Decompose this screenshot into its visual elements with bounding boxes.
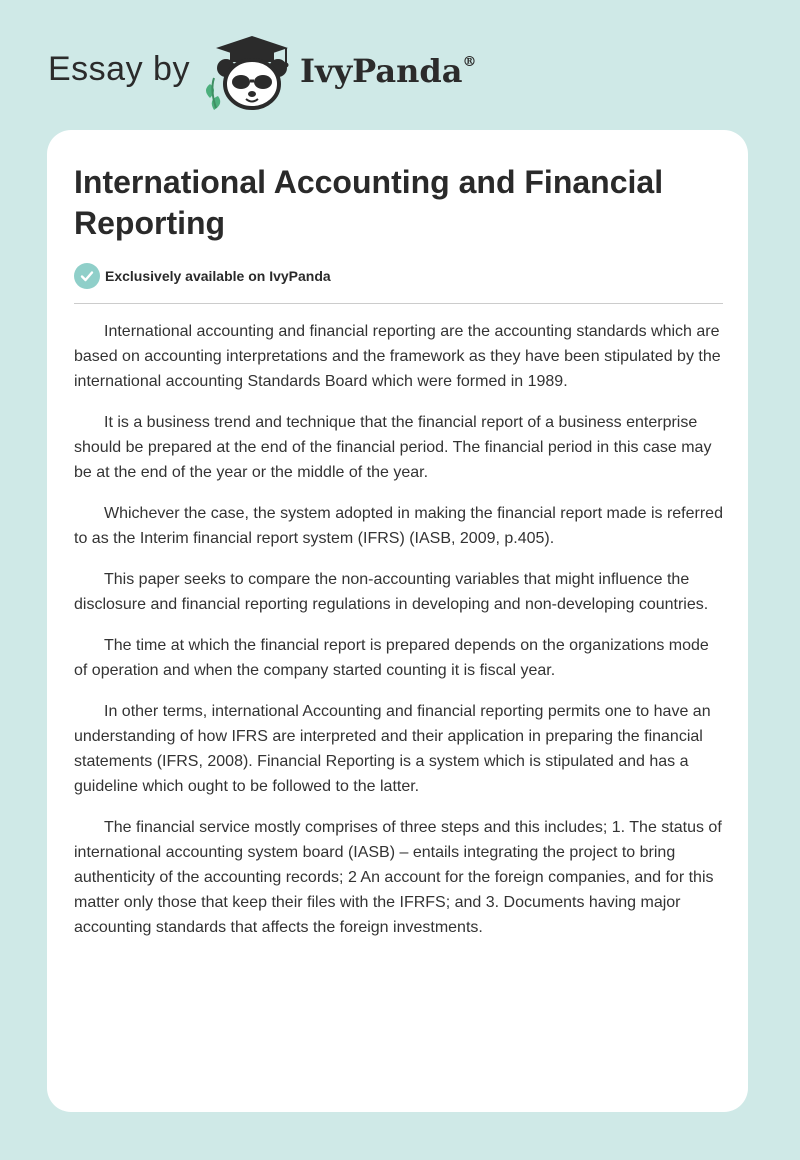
paragraph: The financial service mostly comprises of three steps and this includes; 1. The status of international accounting system board (IASB) – entails integrating the project to bring authenticity of the accounting records; 2 An account for the foreign companies, and for this matter only those that keep their files with the IFRFS; and 3. Documents having major accounting standards that affects the foreign investments. <box>74 819 722 936</box>
essay-title: International Accounting and Financial Reporting <box>74 164 664 241</box>
exclusive-badge <box>74 263 331 289</box>
paragraph: Whichever the case, the system adopted in making the financial report made is referred to as the Interim financial report system (IFRS) (IASB, 2009, p.405). <box>74 505 723 547</box>
paragraph: International accounting and financial reporting are the accounting standards which are based on accounting interpretations and the framework as they have been stipulated by the international accounting Standards Board which were formed in 1989. <box>74 323 721 390</box>
site-header <box>48 34 528 114</box>
paragraph: The time at which the financial report is prepared depends on the organizations mode of operation and when the company started counting it is fiscal year. <box>74 637 709 679</box>
panda-graduate-icon <box>200 34 296 110</box>
paragraph: It is a business trend and technique that the financial report of a business enterprise should be prepared at the end of the financial period. The financial period in this case may be at the end of the year or the middle of the year. <box>74 414 712 481</box>
essay-by-label: Essay by <box>48 50 190 88</box>
paragraph: In other terms, international Accounting and financial reporting permits one to have an understanding of how IFRS are interpreted and their application in preparing the financial statements (IFRS, 2008). Financial Reporting is a system which is stipulated and has a guideline which ought to be followed to the latter. <box>74 703 711 795</box>
essay-card <box>47 130 748 1112</box>
essay-body <box>74 319 726 956</box>
paragraph: This paper seeks to compare the non-accounting variables that might influence the disclosure and financial reporting regulations in developing and non-developing countries. <box>74 571 709 613</box>
exclusive-badge-text: Exclusively available on IvyPanda <box>105 268 331 284</box>
check-icon <box>74 263 100 289</box>
brand-name[interactable] <box>300 52 476 90</box>
brand-name-text: IvyPanda <box>300 52 463 90</box>
divider <box>74 303 723 304</box>
registered-mark: ® <box>462 54 477 70</box>
